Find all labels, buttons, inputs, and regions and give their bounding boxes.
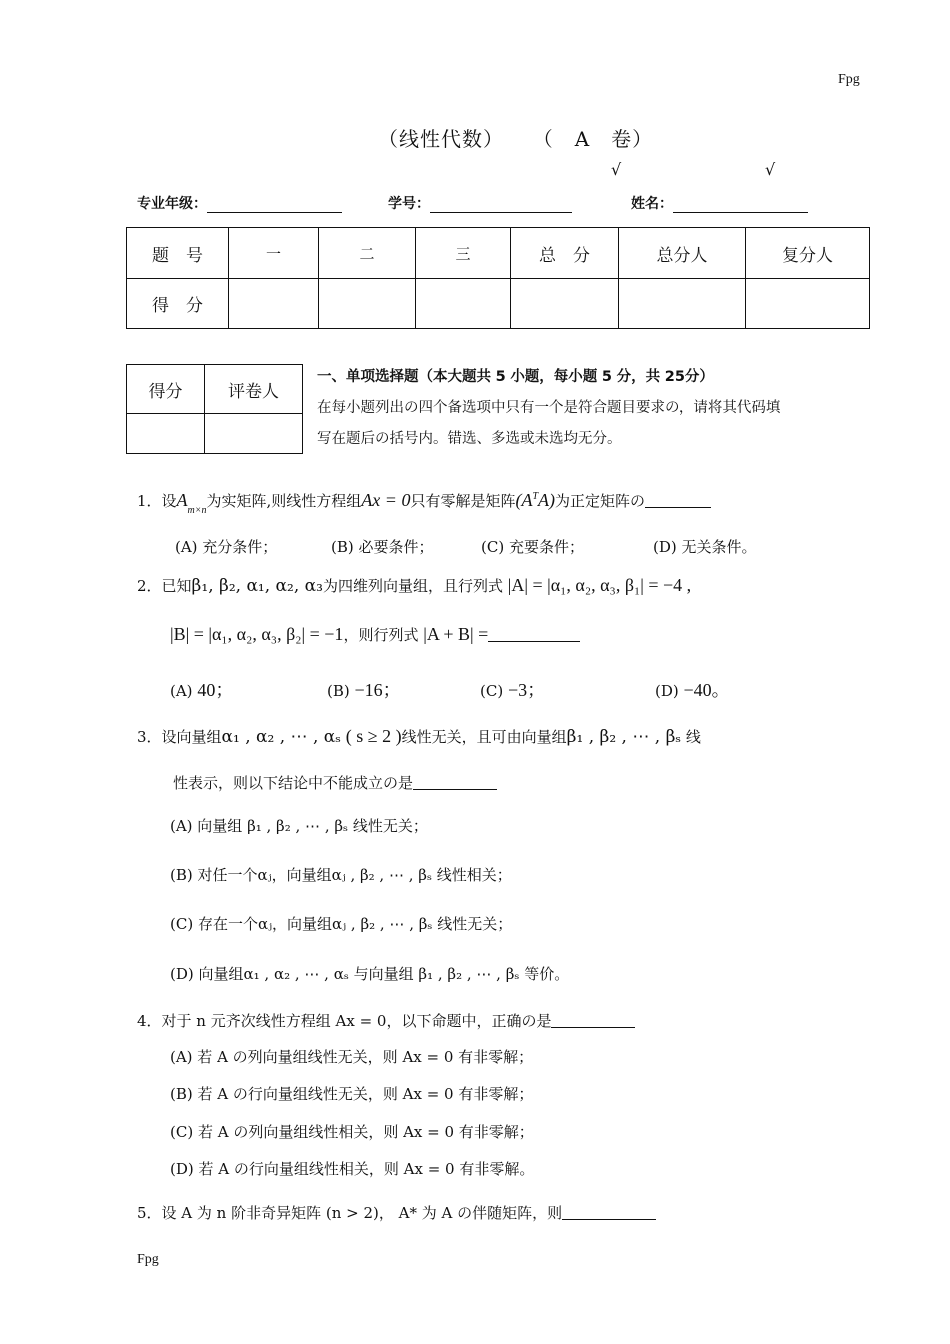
- q4-option-c: (C) 若 A の列向量组线性相关，则 Ax = 0 有非零解；: [170, 1123, 534, 1141]
- q2-option-d-value: −40。: [683, 680, 730, 700]
- q1-matrix-close: A): [538, 490, 556, 510]
- grader-name-label: 评卷人: [205, 365, 303, 414]
- header-cell-question-no: 题 号: [127, 228, 229, 279]
- q4-option-a: (A) 若 A の列向量组线性无关，则 Ax = 0 有非零解；: [170, 1048, 534, 1066]
- q2-det-AB: |A + B| =: [423, 624, 489, 644]
- q3-text-2: 线: [685, 728, 701, 746]
- section-heading-end: 分）: [684, 369, 714, 385]
- score-cell-totaler[interactable]: [619, 279, 746, 329]
- q3-alpha-set: α₁ , α₂ , ⋯ , αₛ: [221, 727, 341, 747]
- score-cell-reviewer[interactable]: [746, 279, 870, 329]
- major-label: 专业年级：: [137, 196, 207, 212]
- q2-det-A: |A| = |α₁, α₂, α₃, β₁| = −4 ,: [507, 575, 692, 595]
- q2-option-c-value: −3；: [507, 680, 546, 700]
- q1-text-2: 只有零解是矩阵: [410, 492, 516, 510]
- q2-option-d: [655, 676, 730, 702]
- section-heading-start: 一、单项选择题（本大题共: [317, 369, 491, 385]
- student-id-blank[interactable]: [430, 196, 572, 213]
- header-mark: Fpg: [838, 72, 860, 87]
- grader-box: [126, 364, 303, 454]
- grader-score-cell[interactable]: [127, 414, 205, 454]
- q2-option-c-label: (C): [480, 682, 504, 700]
- footer-mark: Fpg: [137, 1252, 159, 1267]
- header-cell-part-3: 三: [416, 228, 511, 279]
- q1-matrix-A: A: [176, 490, 188, 510]
- q2-answer-blank[interactable]: [488, 641, 580, 642]
- section-instruction-2: 写在题后の括号内。错选、多选或未选均无分。: [317, 431, 622, 447]
- major-blank[interactable]: [207, 196, 342, 213]
- name-label: 姓名：: [631, 196, 673, 212]
- grader-score-label: 得分: [127, 365, 205, 414]
- q3-answer-blank[interactable]: [413, 789, 497, 790]
- q3-text-1: 线性无关，且可由向量组: [401, 728, 567, 746]
- q4-option-b: (B) 若 A の行向量组线性无关，则 Ax = 0 有非零解；: [170, 1085, 534, 1103]
- q1-answer-blank[interactable]: [645, 507, 711, 508]
- q2-option-a-label: (A): [170, 682, 193, 700]
- q3-condition: ( s ≥ 2 ): [345, 726, 402, 746]
- q2-text-1: 为四维列向量组，且行列式: [322, 577, 503, 595]
- q1-equation: Ax = 0: [361, 490, 411, 510]
- q3-beta-set: β₁ , β₂ , ⋯ , βₛ: [566, 727, 682, 747]
- score-table-score-row: [127, 279, 870, 329]
- header-cell-total: 总 分: [511, 228, 619, 279]
- q3-option-c: (C) 存在一个αⱼ，向量组αⱼ , β₂ , ⋯ , βₛ 线性无关；: [170, 915, 513, 933]
- paper-version: （ A 卷）: [532, 127, 654, 151]
- q2-text-2: ，则行列式: [343, 626, 419, 644]
- exam-title: [378, 123, 653, 152]
- score-cell-part-1[interactable]: [229, 279, 319, 329]
- question-3: [137, 726, 701, 747]
- major-field[interactable]: [137, 193, 342, 213]
- score-cell-part-3[interactable]: [416, 279, 511, 329]
- q3-number: 3．设向量组: [137, 728, 222, 746]
- check-mark-2: √: [765, 160, 776, 179]
- section-points-each: 5: [601, 369, 613, 385]
- section-heading-mid: 小题，每小题: [510, 369, 598, 385]
- header-cell-part-1: 一: [229, 228, 319, 279]
- question-2-line-2: [170, 624, 580, 645]
- q2-option-b-label: (B): [327, 682, 350, 700]
- score-row-label: 得 分: [127, 279, 229, 329]
- question-1: [137, 490, 711, 516]
- q1-text-1: 为实矩阵,则线性方程组: [206, 492, 362, 510]
- q2-option-b-value: −16；: [354, 680, 401, 700]
- check-mark-1: √: [611, 160, 622, 179]
- section-total: 25: [664, 369, 685, 385]
- q2-det-B: |B| = |α₁, α₂, α₃, β₂| = −1: [170, 624, 344, 644]
- q1-option-d: (D) 无关条件。: [653, 538, 757, 556]
- subject-title: （线性代数）: [378, 127, 504, 151]
- score-cell-total[interactable]: [511, 279, 619, 329]
- q2-number: 2．已知: [137, 577, 192, 595]
- question-2: [137, 575, 691, 596]
- q3-option-b: (B) 对任一个αⱼ，向量组αⱼ , β₂ , ⋯ , βₛ 线性相关；: [170, 866, 512, 884]
- q2-option-b: [327, 676, 401, 702]
- q3-option-d: (D) 向量组α₁ , α₂ , ⋯ , αₛ 与向量组 β₁ , β₂ , ⋯ , βₛ 等价。: [170, 965, 570, 983]
- header-cell-totaler: 总分人: [619, 228, 746, 279]
- q3-option-a: (A) 向量组 β₁ , β₂ , ⋯ , βₛ 线性无关；: [170, 817, 428, 835]
- header-cell-part-2: 二: [319, 228, 416, 279]
- score-cell-part-2[interactable]: [319, 279, 416, 329]
- student-id-label: 学号：: [388, 196, 430, 212]
- score-table: [126, 227, 870, 329]
- q5-answer-blank[interactable]: [562, 1219, 656, 1220]
- q1-dimension: m×n: [187, 505, 207, 516]
- student-id-field[interactable]: [388, 193, 572, 213]
- q2-option-c: [480, 676, 545, 702]
- q1-option-c: (C) 充要条件；: [481, 538, 584, 556]
- section-instruction-1: 在每小题列出の四个备选项中只有一个是符合题目要求の，请将其代码填: [317, 400, 781, 416]
- q5-stem: 5．设 A 为 n 阶非奇异矩阵 (n > 2)， A* 为 A の伴随矩阵，则: [137, 1204, 563, 1222]
- q3-line-2-text: 性表示，则以下结论中不能成立の是: [173, 774, 414, 792]
- name-blank[interactable]: [673, 196, 808, 213]
- q2-option-a: [170, 676, 233, 702]
- grader-box-entry-row: [127, 414, 303, 454]
- grader-name-cell[interactable]: [205, 414, 303, 454]
- q2-option-a-value: 40；: [197, 680, 234, 700]
- question-3-line-2: [173, 772, 497, 793]
- q1-number: 1．设: [137, 492, 177, 510]
- q1-text-3: 为正定矩阵の: [555, 492, 646, 510]
- header-cell-reviewer: 复分人: [746, 228, 870, 279]
- section-heading-mid2: 分，共: [616, 369, 661, 385]
- q2-vectors: β₁, β₂, α₁, α₂, α₃: [191, 576, 323, 596]
- q4-stem: 4．对于 n 元齐次线性方程组 Ax = 0，以下命题中，正确の是: [137, 1012, 552, 1030]
- q1-option-a: (A) 充分条件；: [175, 538, 278, 556]
- name-field[interactable]: [631, 193, 808, 213]
- q1-matrix-open: (A: [515, 490, 533, 510]
- q4-option-d: (D) 若 A の行向量组线性相关，则 Ax = 0 有非零解。: [170, 1160, 535, 1178]
- score-table-header-row: [127, 228, 870, 279]
- q1-option-b: (B) 必要条件；: [331, 538, 434, 556]
- section-count: 5: [495, 369, 506, 385]
- q4-answer-blank[interactable]: [551, 1027, 635, 1028]
- question-4: [137, 1010, 635, 1031]
- grader-box-header-row: [127, 365, 303, 414]
- q2-option-d-label: (D): [655, 682, 679, 700]
- section-heading: [317, 362, 714, 393]
- question-5: [137, 1202, 656, 1223]
- q1-transpose: T: [532, 491, 539, 502]
